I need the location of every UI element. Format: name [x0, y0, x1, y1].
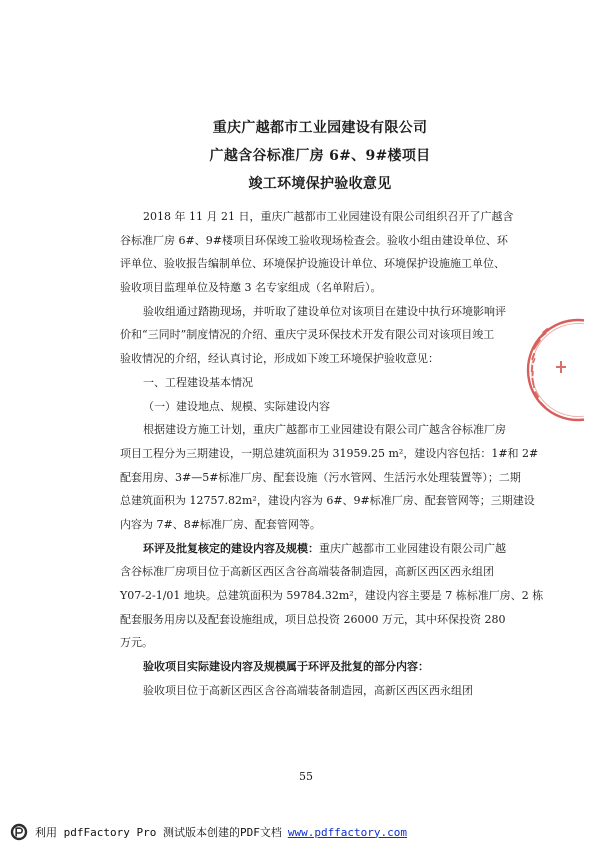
body-text-line: 谷标准厂房 6#、9#楼项目环保竣工验收现场检查会。验收小组由建设单位、环 — [120, 233, 508, 247]
paragraph-inspection-meeting — [120, 205, 514, 300]
body-text-line: 内容为 7#、8#标准厂房、配套管网等。 — [120, 517, 321, 531]
title-company-name: 重庆广越都市工业园建设有限公司 — [212, 120, 428, 136]
paragraph-eia-approved-scope — [120, 537, 544, 655]
body-text-line: 验收项目位于高新区西区含谷高端装备制造园，高新区西区西永组团 — [143, 683, 473, 697]
body-text-line: 验收情况的介绍，经认真讨论，形成如下竣工环境保护验收意见： — [120, 352, 439, 366]
body-text-line: 验收组通过踏勘现场，并听取了建设单位对该项目在建设中执行环境影响评 — [143, 304, 506, 318]
body-text-line: 2018 年 11 月 21 日，重庆广越都市工业园建设有限公司组织召开了广越含 — [143, 210, 514, 223]
document-title — [180, 114, 460, 198]
body-text-line: 万元。 — [120, 636, 153, 650]
body-text-line: 评单位、验收报告编制单位、环境保护设施设计单位、环境保护设施施工单位、 — [120, 257, 505, 271]
body-text-line: 总建筑面积为 12757.82m²，建设内容为 6#、9#标准厂房、配套管网等；三期建设 — [120, 494, 535, 508]
body-text-line: 验收项目监理单位及特邀 3 名专家组成（名单附后）。 — [120, 281, 382, 295]
body-text-line: 根据建设方施工计划，重庆广越都市工业园建设有限公司广越含谷标准厂房 — [143, 423, 506, 437]
footer-watermark-text: 利用 pdfFactory Pro 测试版本创建的PDF文档 — [35, 826, 282, 839]
body-text-line: 配套服务用房以及配套设施组成，项目总投资 26000 万元，其中环保投资 280 — [120, 612, 506, 626]
body-text-line: 含谷标准厂房项目位于高新区西区含谷高端装备制造园，高新区西区西永组团 — [120, 565, 494, 579]
paragraph-actual-scope-heading: 验收项目实际建设内容及规模属于环评及批复的部分内容： — [143, 660, 429, 674]
title-document-type: 竣工环境保护验收意见 — [248, 176, 392, 192]
subsection-heading: （一）建设地点、规模、实际建设内容 — [143, 399, 330, 413]
pdffactory-link[interactable]: www.pdffactory.com — [287, 825, 408, 839]
body-text-span: 重庆广越都市工业园建设有限公司广越 — [319, 541, 506, 555]
page-number: 55 — [299, 770, 313, 783]
pdf-watermark-footer — [10, 822, 407, 842]
body-text-line: 价和“三同时”制度情况的介绍、重庆宁灵环保技术开发有限公司对该项目竣工 — [120, 328, 495, 342]
paragraph-acceptance-review — [120, 300, 506, 371]
red-seal-stamp — [516, 316, 584, 424]
body-text-line — [120, 537, 506, 561]
paragraph-lead-label: 环评及批复核定的建设内容及规模： — [143, 541, 319, 555]
title-project-name: 广越含谷标准厂房 6#、9#楼项目 — [209, 148, 431, 164]
document-body — [120, 205, 544, 702]
pdffactory-logo-icon — [10, 823, 28, 841]
body-text-line: 配套用房、3#—5#标准厂房、配套设施（污水管网、生活污水处理装置等）；二期 — [120, 470, 521, 484]
body-text-line: 项目工程分为三期建设，一期总建筑面积为 31959.25 m²，建设内容包括：1#和 2# — [120, 446, 539, 460]
section-heading: 一、工程建设基本情况 — [143, 375, 253, 389]
body-text-line: Y07-2-1/01 地块。总建筑面积为 59784.32m²，建设内容主要是 7 栋标准厂房、2 栋 — [120, 589, 544, 602]
paragraph-construction-plan — [120, 418, 539, 536]
